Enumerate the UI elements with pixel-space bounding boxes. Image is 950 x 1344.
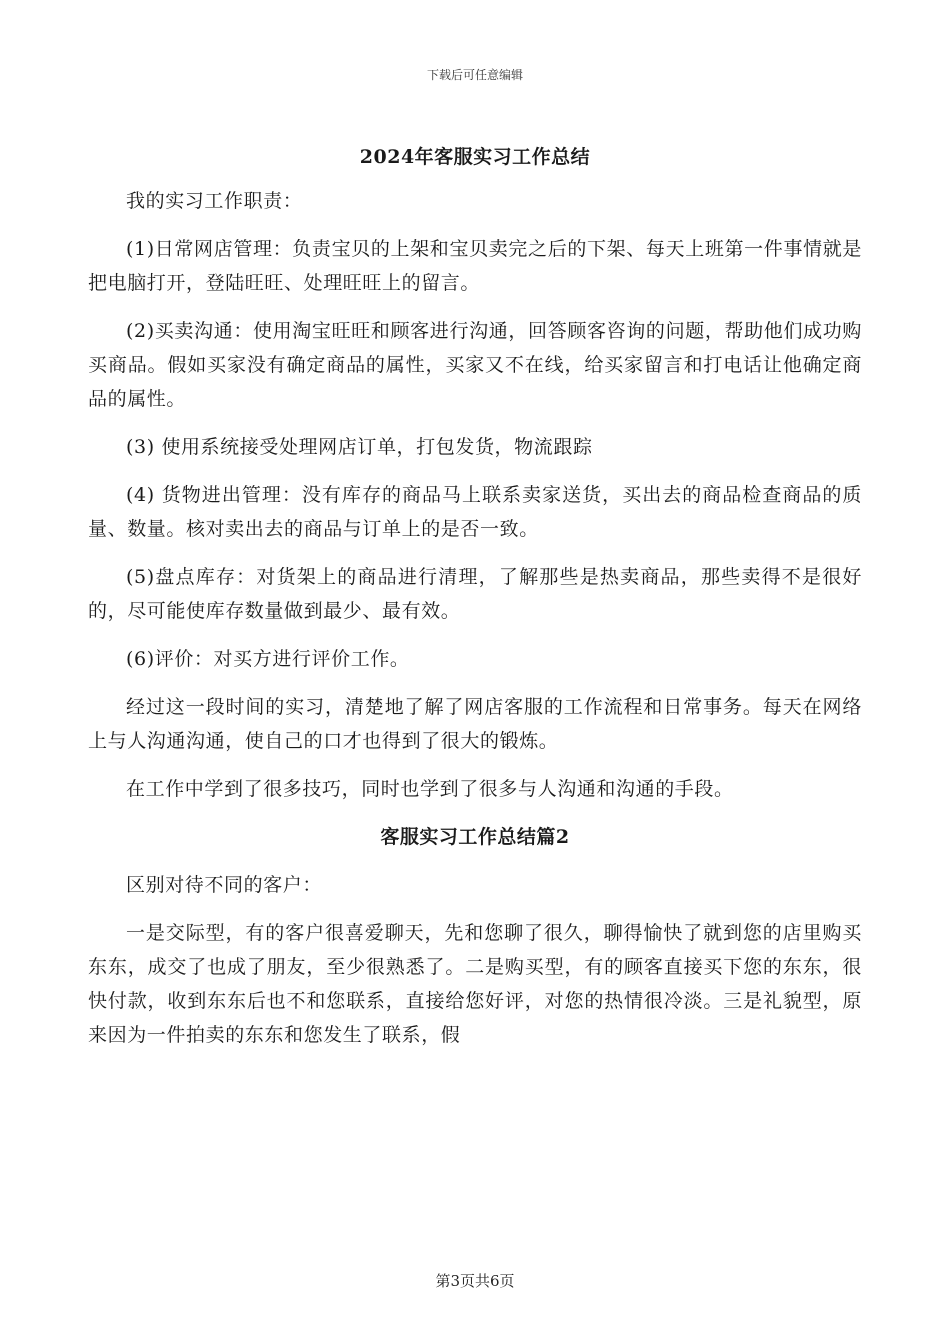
paragraph: (3) 使用系统接受处理网店订单，打包发货，物流跟踪 bbox=[126, 436, 593, 458]
paragraph: (2)买卖沟通：使用淘宝旺旺和顾客进行沟通，回答顾客咨询的问题，帮助他们成功购买商品。假如买家没有确定商品的属性，买家又不在线，给买家留言和打电话让他确定商品的属性。 bbox=[88, 320, 862, 410]
paragraph: 一是交际型，有的客户很喜爱聊天，先和您聊了很久，聊得愉快了就到您的店里购买东东，成交了也成了朋友，至少很熟悉了。二是购买型，有的顾客直接买下您的东东，很快付款，收到东东后也不和您联系，直接给您好评，对您的热情很冷淡。三是礼貌型，原来因为一件拍卖的东东和您发生了联系，假 bbox=[88, 922, 862, 1046]
paragraph: (1)日常网店管理：负责宝贝的上架和宝贝卖完之后的下架、每天上班第一件事情就是把电脑打开，登陆旺旺、处理旺旺上的留言。 bbox=[88, 238, 862, 294]
document-body bbox=[88, 140, 862, 1066]
section-subtitle: 客服实习工作总结篇2 bbox=[380, 826, 570, 848]
paragraph: 我的实习工作职责： bbox=[126, 190, 303, 212]
document-title: 2024年客服实习工作总结 bbox=[359, 146, 591, 168]
paragraph: (4) 货物进出管理：没有库存的商品马上联系卖家送货，买出去的商品检查商品的质量、数量。核对卖出去的商品与订单上的是否一致。 bbox=[88, 484, 862, 540]
page-number: 第3页共6页 bbox=[435, 1272, 515, 1290]
paragraph: (6)评价：对买方进行评价工作。 bbox=[126, 648, 410, 670]
paragraph: (5)盘点库存：对货架上的商品进行清理，了解那些是热卖商品，那些卖得不是很好的，尽可能使库存数量做到最少、最有效。 bbox=[88, 566, 862, 622]
paragraph: 在工作中学到了很多技巧，同时也学到了很多与人沟通和沟通的手段。 bbox=[126, 778, 734, 800]
paragraph: 区别对待不同的客户： bbox=[126, 874, 323, 896]
header-note: 下载后可任意编辑 bbox=[426, 68, 523, 82]
paragraph: 经过这一段时间的实习，清楚地了解了网店客服的工作流程和日常事务。每天在网络上与人沟通沟通，使自己的口才也得到了很大的锻炼。 bbox=[88, 696, 862, 752]
